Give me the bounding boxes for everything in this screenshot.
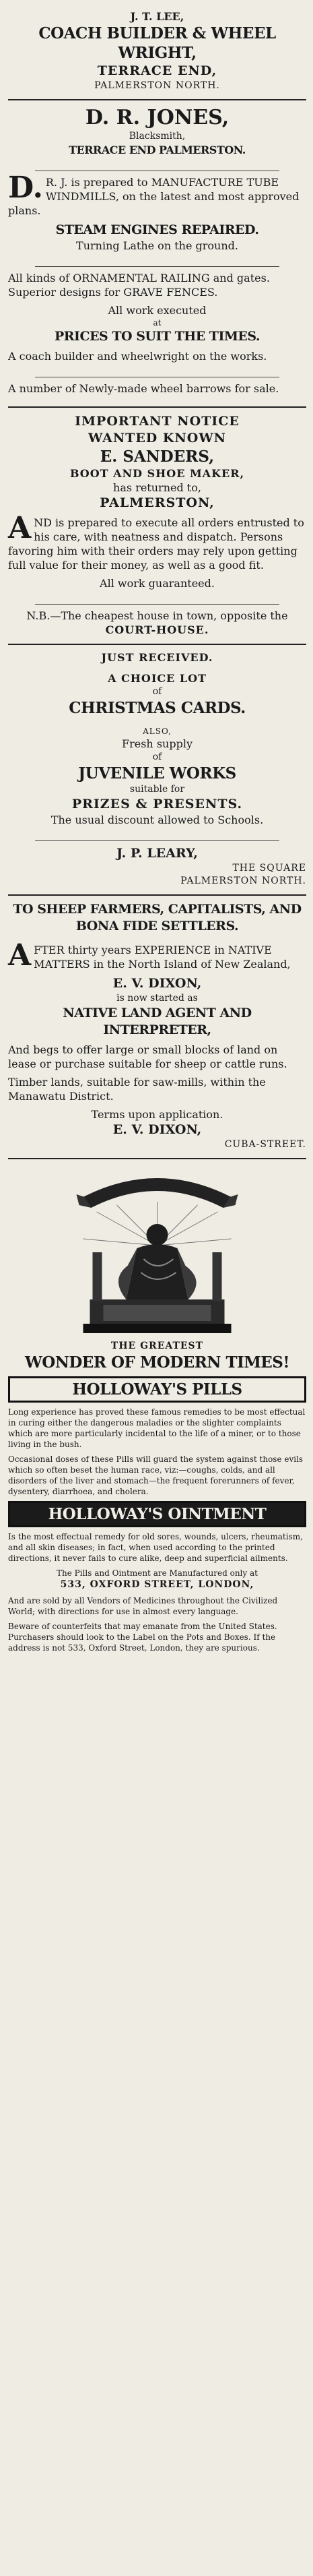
ad3-notice: IMPORTANT NOTICE xyxy=(75,414,240,429)
ad4-juvenile: JUVENILE WORKS xyxy=(78,764,236,783)
ad2-intro: D.R. J. is prepared to MANUFACTURE TUBE WINDMILLS, on the latest and most approved plans. xyxy=(8,171,300,217)
ad6-pills-body2: Occasional doses of these Pills will guard the system against those evils which so often beset the human race, viz:—coughs, colds, and all disorders of the liver and stomach—the frequent forerunners of fever, dysentery, diarrhoea, and cholera. xyxy=(8,1454,304,1496)
ad5-sig: E. V. DIXON, xyxy=(112,1122,202,1137)
ad5-agent: NATIVE LAND AGENT AND INTERPRETER, xyxy=(63,1006,252,1037)
divider xyxy=(35,367,279,377)
ad2-coach: A coach builder and wheelwright on the works. xyxy=(8,350,267,363)
ad6-pills-body: Long experience has proved these famous remedies to be most effectual in curing either the dangerous maladies or the slighter complaints which are more particularly incidental to the life of a miner, or to those living in the bush. xyxy=(8,1407,306,1449)
ad5-started: is now started as xyxy=(116,993,198,1004)
ad4-cards: CHRISTMAS CARDS. xyxy=(69,699,246,717)
ad4-of: of xyxy=(152,686,162,697)
seated-figure-engraving xyxy=(8,1165,306,1340)
ad2-steam: STEAM ENGINES REPAIRED. xyxy=(55,222,259,237)
coach-builder-ad xyxy=(8,4,306,100)
ad1-town: PALMERSTON NORTH. xyxy=(94,80,220,91)
native-land-agent-ad xyxy=(8,896,306,1159)
ad4-fresh: Fresh supply xyxy=(122,737,193,750)
ad5-name: E. V. DIXON, xyxy=(112,976,202,991)
ad6-ointment: HOLLOWAY'S OINTMENT xyxy=(48,1505,267,1523)
ad4-also: ALSO, xyxy=(143,727,172,736)
ad2-trade: Blacksmith, xyxy=(129,131,186,142)
ad6-sold: And are sold by all Vendors of Medicines throughout the Civilized World; with directions for use in almost every language. xyxy=(8,1596,278,1616)
ad4-discount: The usual discount allowed to Schools. xyxy=(50,814,264,826)
ad3-courthouse: COURT-HOUSE. xyxy=(105,623,209,636)
ad2-lathe: Turning Lathe on the ground. xyxy=(76,239,238,252)
ad3-guaranteed: All work guaranteed. xyxy=(100,577,215,590)
ad6-oint-body: Is the most effectual remedy for old sores, wounds, ulcers, rheumatism, and all skin diseases; in fact, when used according to the printed directions, it never fails to cure alike, deep and superficial ailments. xyxy=(8,1532,303,1563)
ad4-town: PALMERSTON NORTH. xyxy=(180,876,306,886)
ad6-made: The Pills and Ointment are Manufactured only at xyxy=(57,1568,258,1578)
ad4-prizes: PRIZES & PRESENTS. xyxy=(71,797,243,811)
ad2-executed: All work executed xyxy=(108,304,207,317)
ad5-terms: Terms upon application. xyxy=(91,1108,223,1121)
ad2-prices: PRICES TO SUIT THE TIMES. xyxy=(54,329,260,344)
ad5-headline: TO SHEEP FARMERS, CAPITALISTS, AND BONA FIDE SETTLERS. xyxy=(13,902,302,933)
ad4-name: J. P. LEARY, xyxy=(116,846,198,861)
holloways-ointment-box xyxy=(8,1501,306,1527)
ad3-body: AND is prepared to execute all orders entrusted to his care, with neatness and dispatch. Persons favoring him with their orders may rely upon getting full value for their money, as well as a good fit. xyxy=(8,511,304,572)
boot-maker-ad xyxy=(8,408,306,645)
ad3-nb: N.B.—The cheapest house in town, opposite the xyxy=(26,609,288,622)
ad6-pills: HOLLOWAY'S PILLS xyxy=(72,1380,242,1399)
ad2-ornamental: All kinds of ORNAMENTAL RAILING and gates. Superior designs for GRAVE FENCES. xyxy=(8,272,270,299)
ad3-wanted: WANTED KNOWN xyxy=(88,431,227,446)
blacksmith-ad xyxy=(8,100,306,408)
ad4-square: THE SQUARE xyxy=(232,863,306,873)
divider xyxy=(35,594,279,605)
divider xyxy=(35,831,279,841)
ad4-choice: A CHOICE LOT xyxy=(108,672,207,685)
ad5-street: CUBA-STREET. xyxy=(224,1139,306,1150)
ad1-title: COACH BUILDER & WHEEL WRIGHT, xyxy=(38,24,276,62)
ad6-beware: Beware of counterfeits that may emanate from the United States. Purchasers should look to the Label on the Pots and Boxes. If the address is not 533, Oxford Street, London, they are spurious. xyxy=(8,1622,277,1653)
divider xyxy=(35,257,279,267)
ad5-timber: Timber lands, suitable for saw-mills, within the Manawatu District. xyxy=(8,1076,266,1103)
ad2-at: at xyxy=(153,318,162,328)
holloways-pills-box xyxy=(8,1376,306,1403)
ad6-address: 533, OXFORD STREET, LONDON, xyxy=(60,1579,254,1590)
ad5-body1: AFTER thirty years EXPERIENCE in NATIVE MATTERS in the North Island of New Zealand, xyxy=(8,938,291,973)
ad2-barrows: A number of Newly-made wheel barrows for sale. xyxy=(8,382,279,395)
ad4-of2: of xyxy=(152,752,162,762)
ad3-name: E. SANDERS, xyxy=(100,448,215,466)
christmas-cards-ad xyxy=(8,645,306,896)
ad1-top-line: J. T. LEE, xyxy=(130,10,184,23)
ad3-returned: has returned to, xyxy=(113,481,201,494)
ad3-trade: BOOT AND SHOE MAKER, xyxy=(69,467,245,480)
ad2-name: D. R. JONES, xyxy=(85,106,230,129)
divider xyxy=(35,161,279,171)
ad2-address: TERRACE END PALMERSTON. xyxy=(69,144,246,156)
ad6-wonder: WONDER OF MODERN TIMES! xyxy=(24,1353,290,1372)
ad3-town: PALMERSTON, xyxy=(100,495,215,510)
holloways-ad xyxy=(8,1159,306,1664)
ad6-greatest: THE GREATEST xyxy=(110,1341,204,1351)
ad4-just: JUST RECEIVED. xyxy=(101,651,213,664)
ad4-suitable: suitable for xyxy=(129,784,185,795)
ad5-body2: And begs to offer large or small blocks of land on lease or purchase suitable for sheep or cattle runs. xyxy=(8,1043,287,1070)
ad1-address: TERRACE END, xyxy=(97,63,217,78)
